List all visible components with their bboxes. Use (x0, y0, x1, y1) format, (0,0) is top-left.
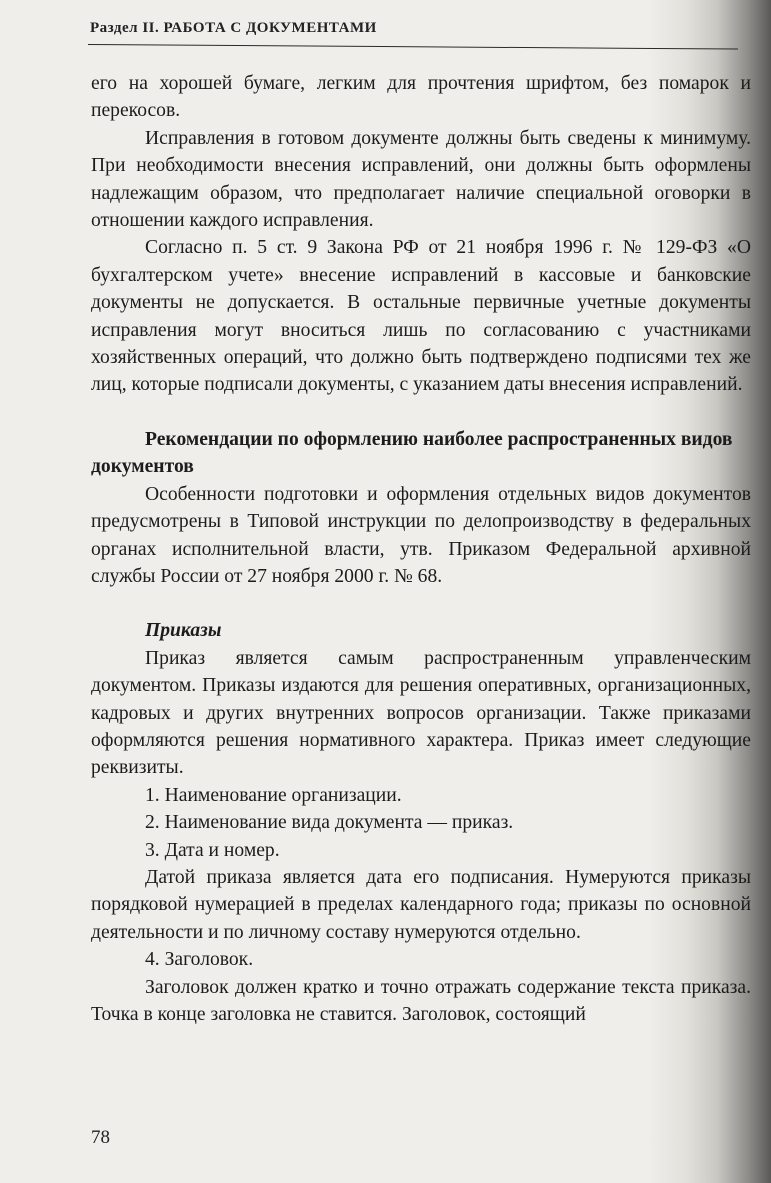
paragraph-continuation: его на хорошей бумаге, легким для прочтения шрифтом, без помарок и перекосов. (91, 73, 751, 122)
paragraph-law-reference: Согласно п. 5 ст. 9 Закона РФ от 21 ноября 1996 г. № 129-ФЗ «О бухгалтерском учете» внесение исправлений в кассовые и банковские документы не допускается. В остальные первичные учетные документы исправления могут вноситься лишь по согласованию с участниками хозяйственных операций, что должно быть подтверждено подписями тех же лиц, которые подписали документы, с указанием даты внесения исправлений. (91, 237, 751, 396)
list-item: 2. Наименование вида документа — приказ. (145, 812, 514, 834)
paragraph-order-title: Заголовок должен кратко и точно отражать содержание текста приказа. Точка в конце заголовка не ставится. Заголовок, состоящий (91, 976, 751, 1025)
running-header: Раздел II. РАБОТА С ДОКУМЕНТАМИ (90, 20, 377, 36)
page-number: 78 (91, 1127, 110, 1148)
list-item: 3. Дата и номер. (145, 839, 280, 861)
paragraph-corrections: Исправления в готовом документе должны быть сведены к минимуму. При необходимости внесения исправлений, они должны быть оформлены надлежащим образом, что предполагает наличие специальной оговорки в отношении каждого исправления. (91, 127, 751, 232)
spacer (91, 399, 751, 426)
header-rule (88, 44, 738, 50)
list-item: 1. Наименование организации. (145, 784, 402, 806)
paragraph-orders-intro: Приказ является самым распространенным управленческим документом. Приказы издаются для решения оперативных, организационных, кадровых и других внутренних вопросов организации. Также приказами оформляются решения нормативного характера. Приказ имеет следующие реквизиты. (91, 647, 751, 779)
paragraph-instruction: Особенности подготовки и оформления отдельных видов документов предусмотрены в Типовой инструкции по делопроизводству в федеральных органах исполнительной власти, утв. Приказом Федеральной архивной службы России от 27 ноября 2000 г. № 68. (91, 483, 751, 587)
list-item: 4. Заголовок. (145, 949, 254, 971)
spacer (91, 590, 751, 617)
paragraph-order-date: Датой приказа является дата его подписания. Нумеруются приказы порядковой нумерацией в пределах календарного года; приказы по основной деятельности и по личному составу нумеруются отдельно. (91, 866, 751, 943)
subsection-heading: Приказы (145, 620, 222, 642)
page-body (91, 70, 751, 1028)
section-heading: Рекомендации по оформлению наиболее распространенных видов документов (91, 428, 733, 478)
